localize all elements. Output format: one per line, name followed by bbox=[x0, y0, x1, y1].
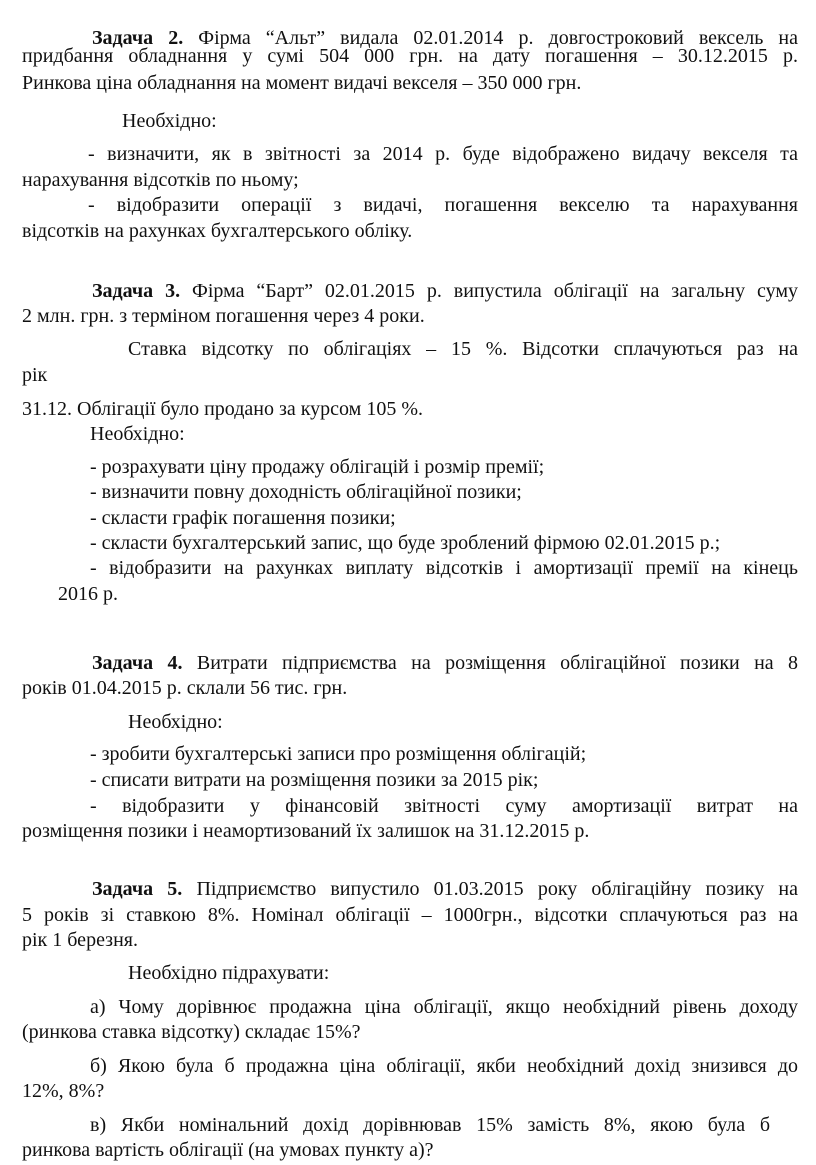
task3-line1-text: Фірма “Барт” 02.01.2015 р. випустила облігації на загальну суму bbox=[192, 280, 799, 302]
task3-bullet5b: 2016 р. bbox=[58, 583, 118, 605]
task3-line5: 31.12. Облігації було продано за курсом 105 %. bbox=[22, 398, 423, 420]
task3-bullet3: - скласти графік погашення позики; bbox=[90, 507, 396, 529]
task2-need: Необхідно: bbox=[122, 110, 217, 132]
task4-line2: років 01.04.2015 р. склали 56 тис. грн. bbox=[22, 677, 348, 699]
task5-item-a2: (ринкова ставка відсотку) складає 15%? bbox=[22, 1021, 361, 1043]
task3-line3: Ставка відсотку по облігаціях – 15 %. Відсотки сплачуються раз на bbox=[128, 338, 798, 360]
task3-need: Необхідно: bbox=[90, 423, 185, 445]
task5-item-a1: а) Чому дорівнює продажна ціна облігації, якщо необхідний рівень доходу bbox=[90, 996, 798, 1018]
task3-bullet2: - визначити повну доходність облігаційної позики; bbox=[90, 481, 522, 503]
task4-label: Задача 4. bbox=[92, 652, 183, 674]
task2-label: Задача 2. bbox=[92, 27, 184, 49]
task5-item-b1: б) Якою була б продажна ціна облігації, якби необхідний дохід знизився до bbox=[90, 1055, 798, 1077]
task5-item-b2: 12%, 8%? bbox=[22, 1080, 105, 1102]
task4-bullet3a: - відобразити у фінансовій звітності суму амортизації витрат на bbox=[90, 795, 798, 817]
task2-bullet1a: - визначити, як в звітності за 2014 р. буде відображено видачу векселя та bbox=[88, 143, 798, 165]
task2-line2: придбання обладнання у сумі 504 000 грн. на дату погашення – 30.12.2015 р. bbox=[22, 45, 798, 67]
task2-bullet1b: нарахування відсотків по ньому; bbox=[22, 169, 299, 191]
task2-line3: Ринкова ціна обладнання на момент видачі векселя – 350 000 грн. bbox=[22, 72, 582, 94]
task5-label: Задача 5. bbox=[92, 878, 183, 900]
task3-label: Задача 3. bbox=[92, 280, 181, 302]
task2-bullet2b: відсотків на рахунках бухгалтерського обліку. bbox=[22, 220, 413, 242]
task5-need: Необхідно підрахувати: bbox=[128, 962, 330, 984]
task4-need: Необхідно: bbox=[128, 711, 223, 733]
task4-bullet3b: розміщення позики і неамортизований їх залишок на 31.12.2015 р. bbox=[22, 820, 590, 842]
task5-line1-text: Підприємство випустило 01.03.2015 року облігаційну позику на bbox=[196, 878, 798, 900]
task3-bullet1: - розрахувати ціну продажу облігацій і розмір премії; bbox=[90, 456, 545, 478]
task4-bullet1: - зробити бухгалтерські записи про розміщення облігацій; bbox=[90, 743, 587, 765]
task3-line4: рік bbox=[22, 364, 48, 386]
task5-line2: 5 років зі ставкою 8%. Номінал облігації – 1000грн., відсотки сплачуються раз на bbox=[22, 904, 798, 926]
task5-item-c2: ринкова вартість облігації (на умовах пункту а)? bbox=[22, 1139, 434, 1161]
task3-bullet4: - скласти бухгалтерський запис, що буде зроблений фірмою 02.01.2015 р.; bbox=[90, 532, 721, 554]
task2-bullet2a: - відобразити операції з видачі, погашення векселю та нарахування bbox=[88, 194, 798, 216]
task5-item-c1: в) Якби номінальний дохід дорівнював 15% замість 8%, якою була б bbox=[90, 1114, 770, 1136]
task4-bullet2: - списати витрати на розміщення позики за 2015 рік; bbox=[90, 769, 539, 791]
task3-line2: 2 млн. грн. з терміном погашення через 4 роки. bbox=[22, 305, 425, 327]
task3-line1 bbox=[92, 279, 798, 303]
task2-line1-text: Фірма “Альт” видала 02.01.2014 р. довгостроковий вексель на bbox=[198, 27, 799, 49]
task5-line3: рік 1 березня. bbox=[22, 929, 138, 951]
task3-bullet5a: - відобразити на рахунках виплату відсотків і амортизації премії на кінець bbox=[90, 557, 798, 579]
task5-line1 bbox=[92, 877, 798, 901]
task4-line1-text: Витрати підприємства на розміщення облігаційної позики на 8 bbox=[196, 652, 799, 674]
task4-line1 bbox=[92, 651, 798, 675]
